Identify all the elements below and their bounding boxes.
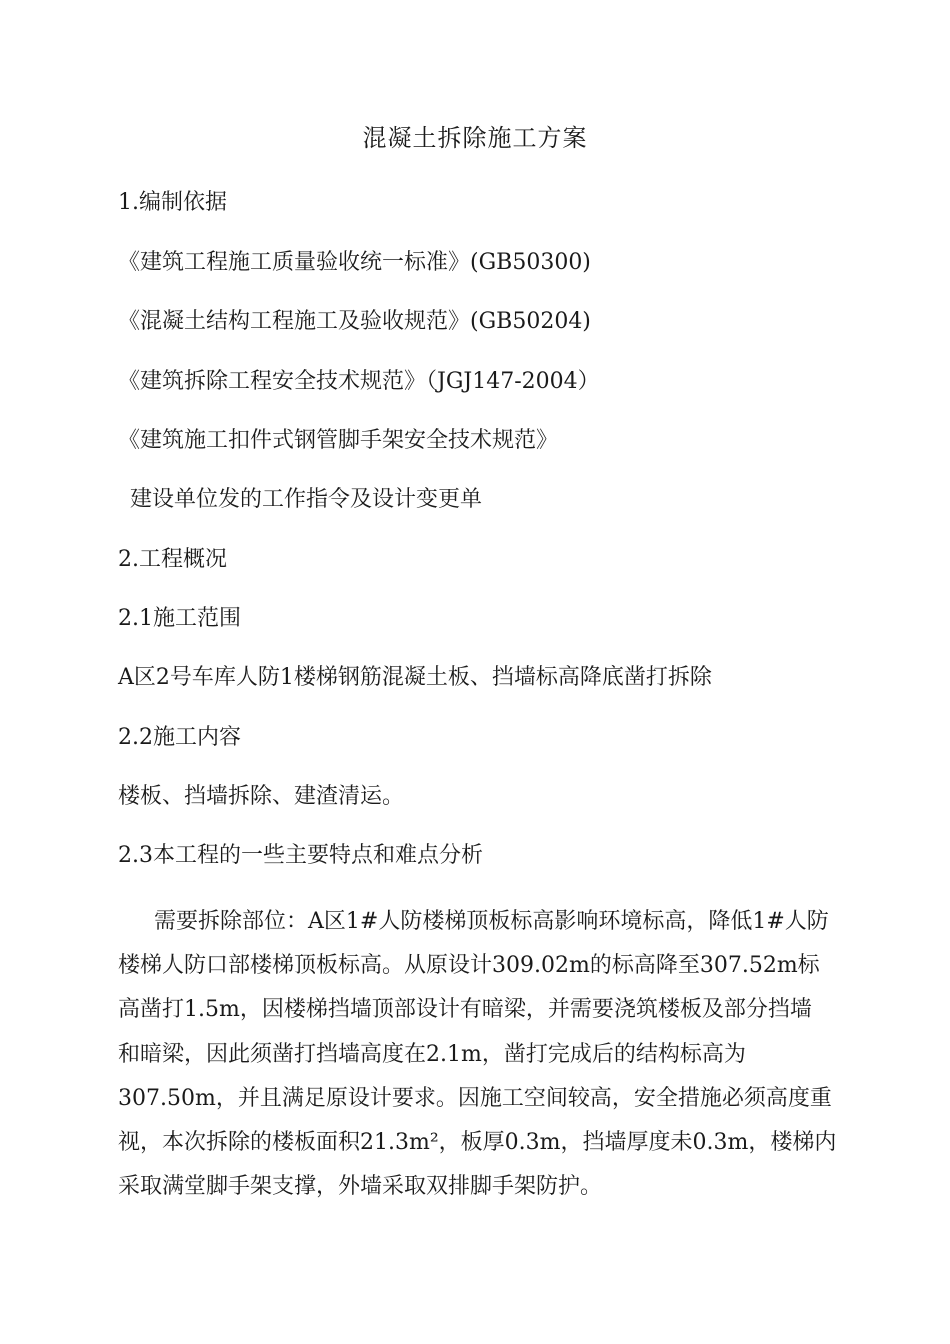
paragraph-line: 采取满堂脚手架支撑，外墙采取双排脚手架防护。 <box>118 1174 603 1200</box>
analysis-paragraph <box>118 900 837 1209</box>
reference-5: 建设单位发的工作指令及设计变更单 <box>130 487 483 512</box>
section-1-heading: 1.编制依据 <box>118 190 227 215</box>
section-2-2-heading: 2.2施工内容 <box>118 725 241 750</box>
reference-4: 《建筑施工扣件式钢管脚手架安全技术规范》 <box>118 428 559 453</box>
section-2-3-heading: 2.3本工程的一些主要特点和难点分析 <box>118 843 483 868</box>
document-title: 混凝土拆除施工方案 <box>362 124 588 152</box>
reference-2: 《混凝土结构工程施工及验收规范》(GB50204) <box>118 309 591 334</box>
paragraph-line: 高凿打1.5m，因楼梯挡墙顶部设计有暗梁，并需要浇筑楼板及部分挡墙 <box>118 997 812 1023</box>
section-2-heading: 2.工程概况 <box>118 547 227 572</box>
paragraph-line: 307.50m，并且满足原设计要求。因施工空间较高，安全措施必须高度重 <box>118 1085 832 1111</box>
paragraph-line: 需要拆除部位：A区1#人防楼梯顶板标高影响环境标高，降低1#人防 <box>154 909 829 934</box>
section-2-1-text: A区2号车库人防1楼梯钢筋混凝土板、挡墙标高降底凿打拆除 <box>118 665 712 690</box>
paragraph-line: 和暗梁，因此须凿打挡墙高度在2.1m，凿打完成后的结构标高为 <box>118 1041 746 1067</box>
paragraph-line: 视，本次拆除的楼板面积21.3m²，板厚0.3m，挡墙厚度未0.3m，楼梯内 <box>118 1129 837 1155</box>
section-2-1-heading: 2.1施工范围 <box>118 606 241 631</box>
section-2-2-text: 楼板、挡墙拆除、建渣清运。 <box>118 784 405 809</box>
reference-1: 《建筑工程施工质量验收统一标准》(GB50300) <box>118 250 591 275</box>
reference-3: 《建筑拆除工程安全技术规范》（JGJ147-2004） <box>118 369 600 394</box>
paragraph-line: 楼梯人防口部楼梯顶板标高。从原设计309.02m的标高降至307.52m标 <box>118 953 820 979</box>
